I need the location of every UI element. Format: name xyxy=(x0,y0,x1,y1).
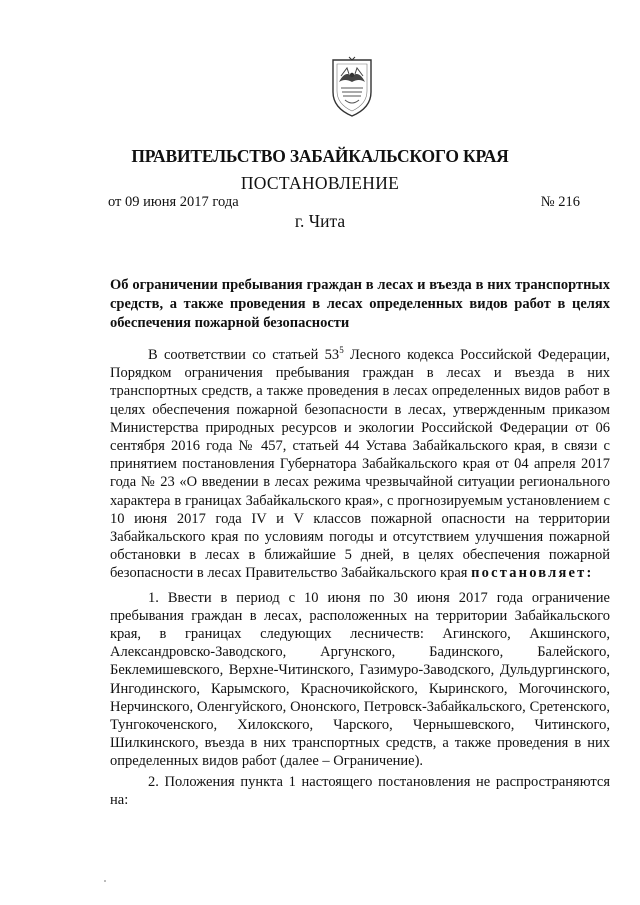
preamble-superscript: 5 xyxy=(339,345,344,356)
document-title: Об ограничении пребывания граждан в лесах и въезда в них транспортных средств, а также проведения в лесах определенных видов работ в целях обеспечения пожарной безопасности xyxy=(110,277,610,331)
document-body xyxy=(110,346,610,809)
item-2-paragraph: 2. Положения пункта 1 настоящего постановления не распространяются на: xyxy=(110,773,610,808)
document-number: № 216 xyxy=(540,194,580,210)
document-date: от 09 июня 2017 года xyxy=(108,194,239,210)
resolves-word: постановляет: xyxy=(471,565,594,582)
item-1-paragraph: 1. Ввести в период с 10 июня по 30 июня 2017 года ограничение пребывания граждан в лесах, расположенных на территории Забайкальского края, в границах следующих лесничеств: Агинского, Акшинского, Александровско-Заводского, Аргунского, Бадинского, Балейского, Беклемишевского, Верхне-Читинского, Газимуро-Заводского, Дульдургинского, Ингодинского, Карымского, Красночикойского, Кыринского, Могочинского, Нерчинского, Оленгуйского, Ононского, Петровск-Забайкальского, Сретенского, Тунгокоченского, Хилокского, Чарского, Чернышевского, Читинского, Шилкинского, въезда в них транспортных средств, а также проведения в них определенных видов работ (далее – Ограничение). xyxy=(110,589,610,770)
document-city: г. Чита xyxy=(294,211,346,231)
preamble-text-a: В соответствии со статьей 53 xyxy=(148,347,340,363)
preamble-text-b: Лесного кодекса Российской Федерации, Порядком ограничения пребывания граждан в лесах и въезда в них транспортных средств, а также проведения в лесах определенных видов работ в целях обеспечения пожарной безопасности в лесах, утвержденным приказом Министерства природных ресурсов и экологии Российской Федерации от 06 сентября 2016 года № 457, статьей 44 Устава Забайкальского края, в связи с принятием постановления Губернатора Забайкальского края от 04 апреля 2017 года № 23 «О введении в лесах режима чрезвычайной ситуации регионального характера в границах Забайкальского края», с прогнозируемым установлением с 10 июня 2017 года IV и V классов пожарной опасности на территории Забайкальского края по условиям погоды и отсутствием улучшения пожарной обстановки в лесах в ближайшие 5 дней, в целях обеспечения пожарной безопасности в лесах Правительство Забайкальского края xyxy=(110,347,610,582)
document-type: ПОСТАНОВЛЕНИЕ xyxy=(240,173,400,193)
organization-name: ПРАВИТЕЛЬСТВО ЗАБАЙКАЛЬСКОГО КРАЯ xyxy=(131,146,509,166)
preamble-paragraph xyxy=(110,346,610,583)
coat-of-arms-icon xyxy=(327,56,377,118)
scan-speck xyxy=(104,880,106,882)
